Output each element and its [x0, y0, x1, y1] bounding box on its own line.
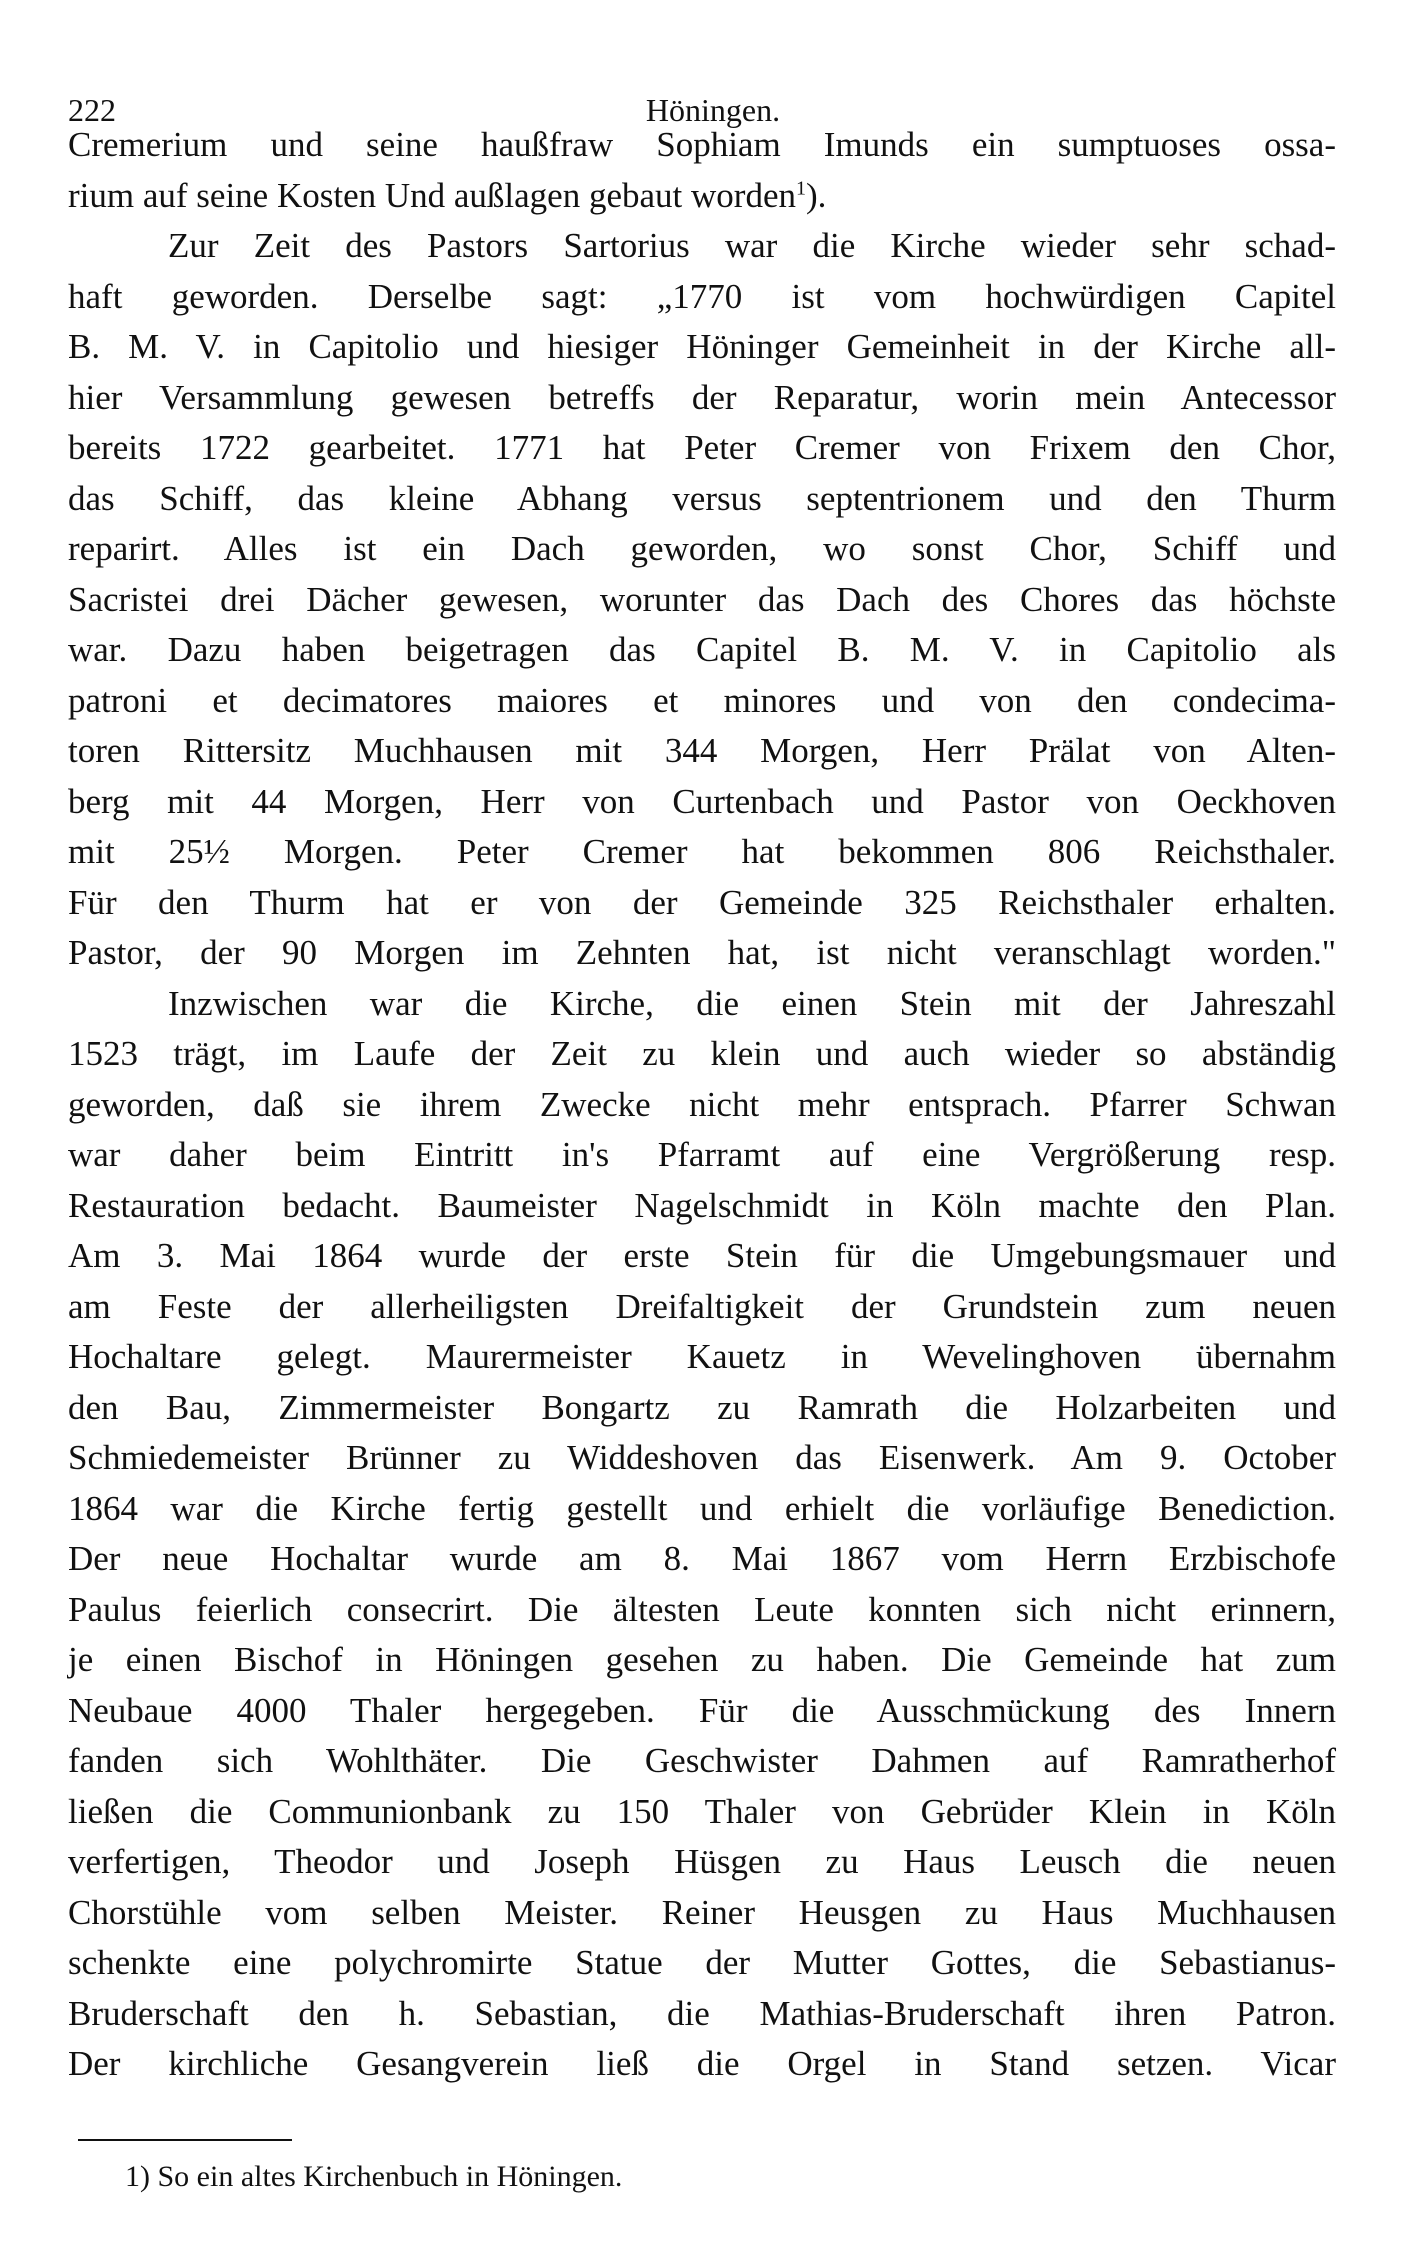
- line-text: verfertigen, Theodor und Joseph Hüsgen zu Haus Leusch die neuen: [68, 1842, 1336, 1881]
- text-line: [68, 1534, 1336, 1585]
- text-line: [68, 120, 1336, 171]
- line-text: den Bau, Zimmermeister Bongartz zu Ramrath die Holzarbeiten und: [68, 1387, 1336, 1427]
- line-text: Restauration bedacht. Baumeister Nagelschmidt in Köln machte den Plan.: [68, 1185, 1336, 1225]
- text-line: [68, 1484, 1336, 1535]
- line-text: Bruderschaft den h. Sebastian, die Mathias-Bruderschaft ihren Patron.: [68, 1993, 1336, 2033]
- line-text: Neubaue 4000 Thaler hergegeben. Für die Ausschmückung des Innern: [68, 1690, 1336, 1730]
- line-text: war. Dazu haben beigetragen das Capitel B. M. V. in Capitolio als: [68, 630, 1336, 669]
- line-text: Der kirchliche Gesangverein ließ die Orgel in Stand setzen. Vicar: [68, 2044, 1336, 2083]
- text-line: [68, 1433, 1336, 1484]
- line-text: toren Rittersitz Muchhausen mit 344 Morgen, Herr Prälat von Alten-: [68, 731, 1336, 770]
- line-text: B. M. V. in Capitolio und hiesiger Höninger Gemeinheit in der Kirche all-: [68, 327, 1336, 366]
- line-text: Hochaltare gelegt. Maurermeister Kauetz in Wevelinghoven übernahm: [68, 1337, 1336, 1376]
- line-text: berg mit 44 Morgen, Herr von Curtenbach und Pastor von Oeckhoven: [68, 781, 1336, 821]
- text-line: [68, 1787, 1336, 1838]
- text-line: [68, 1181, 1336, 1232]
- line-text: Zur Zeit des Pastors Sartorius war die Kirche wieder sehr schad-: [168, 226, 1336, 265]
- page-number: 222: [68, 92, 116, 128]
- line-text: Am 3. Mai 1864 wurde der erste Stein für die Umgebungsmauer und: [68, 1236, 1336, 1275]
- text-line: [68, 272, 1336, 323]
- line-text: Chorstühle vom selben Meister. Reiner Heusgen zu Haus Muchhausen: [68, 1892, 1336, 1932]
- text-line: [68, 423, 1336, 474]
- running-title: Höningen.: [645, 92, 781, 128]
- text-line: [68, 322, 1336, 373]
- footnote-text: So ein altes Kirchenbuch in Höningen.: [157, 2160, 623, 2193]
- text-line: [68, 1585, 1336, 1636]
- line-text: Sacristei drei Dächer gewesen, worunter das Dach des Chores das höchste: [68, 579, 1336, 619]
- text-line: [68, 1282, 1336, 1333]
- line-text: Cremerium und seine haußfraw Sophiam Imunds ein sumptuoses ossa-: [68, 125, 1336, 164]
- text-line: [68, 474, 1336, 525]
- text-line: [68, 2039, 1336, 2090]
- text-line: [68, 1332, 1336, 1383]
- line-text: patroni et decimatores maiores et minores und von den condecima-: [68, 680, 1336, 720]
- text-line: [68, 979, 1336, 1030]
- line-text: hier Versammlung gewesen betreffs der Reparatur, worin mein Antecessor: [68, 377, 1336, 417]
- text-line: [68, 575, 1336, 626]
- text-line: [68, 524, 1336, 575]
- text-line: [68, 928, 1336, 979]
- text-line: [68, 1938, 1336, 1989]
- line-text: 1864 war die Kirche fertig gestellt und erhielt die vorläufige Benediction.: [68, 1488, 1336, 1528]
- text-line: [68, 1736, 1336, 1787]
- text-line: [68, 1029, 1336, 1080]
- line-text: schenkte eine polychromirte Statue der Mutter Gottes, die Sebastianus-: [68, 1943, 1336, 1982]
- text-line: [68, 1888, 1336, 1939]
- line-text: ließen die Communionbank zu 150 Thaler von Gebrüder Klein in Köln: [68, 1791, 1336, 1831]
- line-text: Inzwischen war die Kirche, die einen Stein mit der Jahreszahl: [168, 983, 1336, 1023]
- line-text: reparirt. Alles ist ein Dach geworden, wo sonst Chor, Schiff und: [68, 529, 1336, 568]
- footnote: [125, 2160, 622, 2194]
- text-line: [68, 1686, 1336, 1737]
- footnote-reference: 1: [795, 176, 806, 199]
- text-line: [68, 373, 1336, 424]
- text-line: [68, 726, 1336, 777]
- text-line: [68, 221, 1336, 272]
- text-line: [68, 1231, 1336, 1282]
- line-text: 1523 trägt, im Laufe der Zeit zu klein und auch wieder so abständig: [68, 1034, 1336, 1073]
- text-line: [68, 1635, 1336, 1686]
- line-tail: ).: [805, 175, 827, 215]
- footnote-divider: [78, 2139, 292, 2141]
- text-line: [68, 1383, 1336, 1434]
- text-line: [68, 827, 1336, 878]
- body-text: [68, 120, 1336, 2090]
- line-text: Schmiedemeister Brünner zu Widdeshoven das Eisenwerk. Am 9. October: [68, 1438, 1336, 1477]
- line-text: bereits 1722 gearbeitet. 1771 hat Peter Cremer von Frixem den Chor,: [68, 428, 1336, 467]
- text-line: [68, 1837, 1336, 1888]
- text-line: [68, 1130, 1336, 1181]
- line-text: war daher beim Eintritt in's Pfarramt auf eine Vergrößerung resp.: [68, 1135, 1336, 1174]
- text-line: [68, 1080, 1336, 1131]
- footnote-marker: 1): [125, 2160, 150, 2193]
- text-line: [68, 777, 1336, 828]
- line-text: haft geworden. Derselbe sagt: „1770 ist vom hochwürdigen Capitel: [68, 276, 1336, 316]
- line-text: das Schiff, das kleine Abhang versus septentrionem und den Thurm: [68, 478, 1336, 518]
- line-text: mit 25½ Morgen. Peter Cremer hat bekommen 806 Reichsthaler.: [68, 832, 1336, 871]
- text-line: [68, 171, 1336, 222]
- text-line: [68, 625, 1336, 676]
- line-text: Pastor, der 90 Morgen im Zehnten hat, ist nicht veranschlagt worden.": [68, 933, 1336, 972]
- line-text: am Feste der allerheiligsten Dreifaltigkeit der Grundstein zum neuen: [68, 1286, 1336, 1326]
- line-text: fanden sich Wohlthäter. Die Geschwister Dahmen auf Ramratherhof: [68, 1741, 1336, 1780]
- line-text: Der neue Hochaltar wurde am 8. Mai 1867 vom Herrn Erzbischofe: [68, 1539, 1336, 1578]
- line-text: rium auf seine Kosten Und außlagen gebaut worden: [68, 175, 796, 215]
- line-text: je einen Bischof in Höningen gesehen zu haben. Die Gemeinde hat zum: [68, 1640, 1336, 1679]
- line-text: Für den Thurm hat er von der Gemeinde 325 Reichsthaler erhalten.: [68, 882, 1336, 922]
- text-line: [68, 676, 1336, 727]
- line-text: Paulus feierlich consecrirt. Die ältesten Leute konnten sich nicht erinnern,: [68, 1589, 1336, 1629]
- text-line: [68, 1989, 1336, 2040]
- line-text: geworden, daß sie ihrem Zwecke nicht mehr entsprach. Pfarrer Schwan: [68, 1084, 1336, 1124]
- text-line: [68, 878, 1336, 929]
